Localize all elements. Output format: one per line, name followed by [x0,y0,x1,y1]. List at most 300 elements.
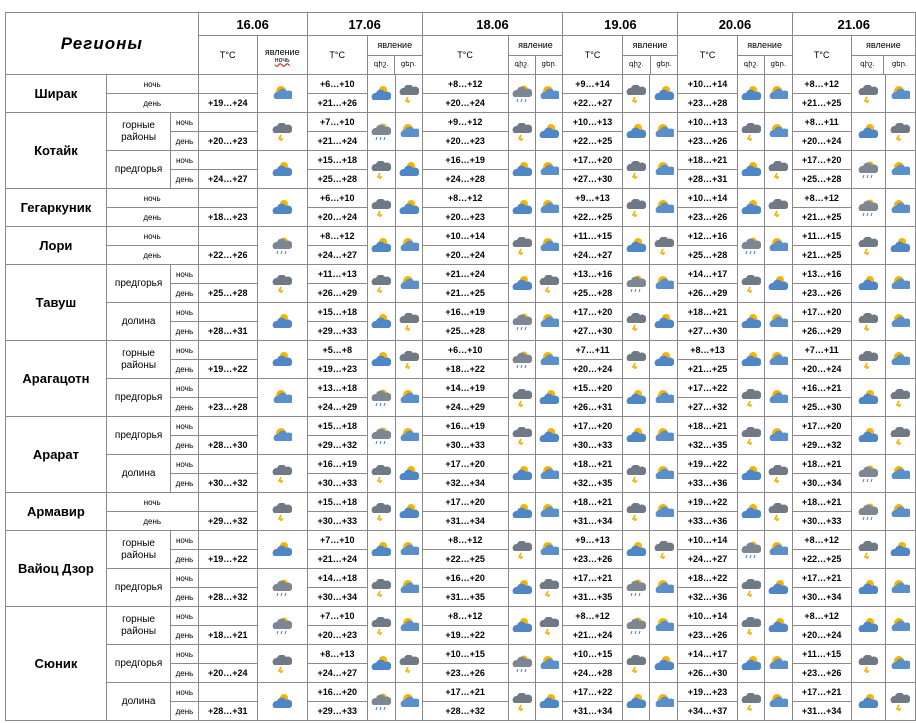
temperature-cell: +21…+25 [792,208,851,227]
temperature-cell: +6…+10 [307,189,367,208]
temperature-cell: +8…+11 [792,113,851,132]
weather-storm-icon [399,351,419,369]
weather-sun-cloud-icon [272,427,292,445]
time-of-day-label: ночь [106,227,198,246]
subregion-label: долина [106,303,171,341]
subregion-label: предгорья [106,379,171,417]
time-of-day-label: день [171,170,198,189]
phenomenon-cell [257,265,307,303]
weather-sun-cloud-icon [654,161,674,179]
weather-sun-cloud-icon [539,313,559,331]
night-phenomenon-cell [622,113,649,151]
temperature-cell: +24…+29 [422,398,508,417]
weather-sun-cloud-icon [654,617,674,635]
temperature-cell: +18…+22 [678,569,737,588]
temperature-cell: +31…+35 [563,588,622,607]
day-phenomenon-cell [885,303,915,341]
temperature-cell: +30…+34 [792,588,851,607]
temperature-cell: +18…+21 [792,493,851,512]
time-of-day-label: ночь [171,531,198,550]
night-phenomenon-cell [508,227,535,265]
date-header: 19.06 [563,13,678,36]
weather-sun-cloud-icon [272,389,292,407]
weather-sun-cloud-icon [890,351,910,369]
temperature-cell: +9…+14 [563,75,622,94]
day-phenomenon-cell [535,379,562,417]
weather-cloud-sun-icon [272,693,292,711]
night-phenomenon-cell [851,683,885,721]
weather-sun-cloud-icon [654,389,674,407]
day-phenomenon-cell [885,417,915,455]
night-phenomenon-cell [508,265,535,303]
weather-sun-cloud-icon [890,199,910,217]
temperature-cell: +11…+15 [563,227,622,246]
temperature-cell [198,683,257,702]
weather-storm-icon [768,161,788,179]
weather-storm-icon [272,465,292,483]
weather-cloud-sun-icon [626,427,646,445]
weather-rain-sun-icon [741,541,761,559]
subregion-label: горные районы [106,531,171,569]
weather-sun-cloud-icon [768,655,788,673]
night-phenomenon-cell [622,151,649,189]
weather-storm-icon [512,693,532,711]
temperature-cell: +14…+17 [678,645,737,664]
temperature-cell: +23…+26 [792,284,851,303]
time-of-day-label: ночь [171,645,198,664]
weather-cloud-sun-icon [272,351,292,369]
weather-cloud-sun-icon [741,199,761,217]
temperature-cell: +8…+12 [422,607,508,626]
temperature-cell: +22…+26 [198,246,257,265]
weather-sun-cloud-icon [539,237,559,255]
day-phenomenon-cell [396,75,423,113]
time-of-day-label: ночь [171,265,198,284]
date-header: 16.06 [198,13,307,36]
time-of-day-label: день [171,436,198,455]
weather-cloud-sun-icon [890,237,910,255]
temperature-cell: +25…+28 [678,246,737,265]
weather-sun-cloud-icon [654,275,674,293]
temperature-cell: +23…+26 [678,208,737,227]
time-of-day-label: день [171,702,198,721]
temperature-cell: +20…+24 [422,246,508,265]
day-phenomenon-cell [535,151,562,189]
time-of-day-label: ночь [171,113,198,132]
weather-rain-sun-icon [858,199,878,217]
weather-cloud-sun-icon [858,275,878,293]
day-phenomenon-cell [535,227,562,265]
day-phenomenon-cell [535,531,562,569]
day-phase-label: ցեր. [770,61,786,68]
day-phenomenon-cell [885,645,915,683]
weather-cloud-sun-icon [399,161,419,179]
subregion-label: горные районы [106,607,171,645]
weather-sun-cloud-icon [768,237,788,255]
night-phenomenon-cell [737,379,764,417]
time-of-day-label: день [171,360,198,379]
day-phenomenon-cell [885,265,915,303]
temperature-cell: +20…+24 [563,360,622,379]
subregion-label: долина [106,683,171,721]
day-phenomenon-cell [535,189,562,227]
region-name: Ширак [6,75,107,113]
night-phenomenon-cell [737,227,764,265]
day-phenomenon-cell [396,151,423,189]
day-phenomenon-cell [765,607,792,645]
temperature-cell: +10…+14 [678,75,737,94]
temperature-cell: +26…+29 [678,284,737,303]
temperature-cell: +24…+27 [678,550,737,569]
weather-storm-icon [768,503,788,521]
temperature-cell: +13…+18 [307,379,367,398]
temperature-cell: +8…+12 [792,75,851,94]
temperature-cell: +31…+35 [422,588,508,607]
temperature-cell [198,227,257,246]
night-phenomenon-cell [367,379,395,417]
day-phase-label: ցեր. [656,61,672,68]
weather-sun-cloud-icon [539,85,559,103]
day-phenomenon-cell [650,303,678,341]
temperature-cell: +24…+28 [563,664,622,683]
day-phenomenon-cell [535,113,562,151]
weather-cloud-sun-icon [539,427,559,445]
weather-sun-cloud-icon [539,541,559,559]
temperature-cell: +14…+17 [678,265,737,284]
temperature-cell: +21…+25 [422,284,508,303]
weather-storm-icon [399,655,419,673]
weather-sun-cloud-icon [654,199,674,217]
night-phenomenon-cell [737,265,764,303]
time-of-day-label: день [171,626,198,645]
forecast-table [5,12,916,721]
temperature-cell: +20…+24 [792,626,851,645]
weather-storm-icon [741,389,761,407]
weather-storm-icon [272,655,292,673]
day-phenomenon-cell [650,569,678,607]
temperature-cell: +7…+10 [307,607,367,626]
weather-storm-icon [371,617,391,635]
day-phenomenon-cell [650,227,678,265]
temperature-cell: +22…+25 [422,550,508,569]
weather-cloud-sun-icon [768,275,788,293]
night-phenomenon-cell [737,189,764,227]
day-phenomenon-cell [650,607,678,645]
temperature-cell: +8…+12 [792,189,851,208]
day-phenomenon-cell [535,607,562,645]
day-phenomenon-cell [396,683,423,721]
night-phenomenon-cell [851,189,885,227]
weather-storm-icon [512,123,532,141]
temperature-cell: +29…+33 [307,702,367,721]
time-of-day-label: день [171,474,198,493]
day-phenomenon-cell [885,75,915,113]
time-of-day-label: день [171,284,198,303]
night-phenomenon-cell [622,265,649,303]
day-phenomenon-cell [396,379,423,417]
phenomenon-cell [257,493,307,531]
day-phenomenon-cell [765,303,792,341]
temperature-cell: +28…+30 [198,436,257,455]
temp-col-header: T°C [678,36,737,75]
temperature-cell: +18…+21 [792,455,851,474]
night-phenomenon-cell [367,455,395,493]
temperature-cell: +25…+28 [422,322,508,341]
temperature-cell: +32…+35 [563,474,622,493]
weather-cloud-sun-icon [399,199,419,217]
weather-sun-cloud-icon [768,427,788,445]
phenomenon-cell [257,683,307,721]
forecast-table-wrapper [5,12,916,721]
night-phenomenon-cell [508,75,535,113]
temperature-cell: +24…+27 [198,170,257,189]
temperature-cell: +22…+25 [563,208,622,227]
temperature-cell: +14…+18 [307,569,367,588]
time-of-day-label: день [106,208,198,227]
phenomenon-cell [257,151,307,189]
temperature-cell [198,531,257,550]
weather-sun-cloud-icon [539,655,559,673]
weather-cloud-sun-icon [654,351,674,369]
temperature-cell: +15…+18 [307,493,367,512]
weather-cloud-sun-icon [512,199,532,217]
night-phenomenon-cell [367,569,395,607]
weather-cloud-sun-icon [512,275,532,293]
temperature-cell: +19…+22 [198,550,257,569]
temperature-cell: +17…+20 [792,417,851,436]
temperature-cell: +8…+12 [792,607,851,626]
temperature-cell: +10…+14 [678,531,737,550]
temperature-cell: +22…+25 [792,550,851,569]
weather-sun-cloud-icon [768,389,788,407]
day-phenomenon-cell [535,75,562,113]
day-phenomenon-cell [535,341,562,379]
weather-storm-icon [539,617,559,635]
temperature-cell: +23…+28 [678,94,737,113]
weather-rain-sun-icon [371,389,391,407]
temperature-cell: +30…+32 [198,474,257,493]
phenomenon-cell [257,569,307,607]
temperature-cell: +21…+24 [563,626,622,645]
temperature-cell: +17…+20 [563,303,622,322]
temperature-cell: +10…+15 [422,645,508,664]
phenomenon-cell [257,417,307,455]
temperature-cell: +20…+24 [792,360,851,379]
weather-cloud-sun-icon [399,465,419,483]
temperature-cell: +30…+34 [307,588,367,607]
temperature-cell: +10…+13 [563,113,622,132]
phenomenon-col-header: явление ночь [257,36,307,75]
time-of-day-label: день [106,512,198,531]
weather-cloud-sun-icon [858,579,878,597]
temperature-cell: +19…+23 [307,360,367,379]
subregion-label: предгорья [106,569,171,607]
first-day-phase-label: ночь [274,56,290,64]
day-phenomenon-cell [885,683,915,721]
weather-storm-icon [371,161,391,179]
time-of-day-label: день [106,246,198,265]
phenomenon-col-header: явление գիշ. ցեր. [508,36,563,75]
temperature-cell: +8…+12 [792,531,851,550]
day-phenomenon-cell [885,113,915,151]
weather-cloud-sun-icon [858,389,878,407]
temperature-cell: +19…+22 [422,626,508,645]
temperature-cell: +20…+23 [307,626,367,645]
day-phenomenon-cell [396,303,423,341]
day-phenomenon-cell [650,531,678,569]
temperature-cell: +7…+11 [563,341,622,360]
day-phenomenon-cell [396,645,423,683]
weather-cloud-sun-icon [371,85,391,103]
temperature-cell: +21…+26 [307,94,367,113]
weather-cloud-sun-icon [399,503,419,521]
weather-storm-icon [626,465,646,483]
night-phenomenon-cell [851,493,885,531]
weather-rain-sun-icon [858,161,878,179]
temperature-cell [198,265,257,284]
weather-storm-icon [626,199,646,217]
night-phenomenon-cell [737,341,764,379]
temperature-cell: +24…+27 [307,246,367,265]
weather-storm-icon [399,313,419,331]
weather-storm-icon [626,503,646,521]
night-phenomenon-cell [622,189,649,227]
temp-col-header: T°C [792,36,851,75]
temperature-cell: +16…+20 [422,569,508,588]
subregion-label: горные районы [106,341,171,379]
weather-storm-icon [512,427,532,445]
weather-sun-cloud-icon [539,161,559,179]
day-phenomenon-cell [396,113,423,151]
weather-sun-cloud-icon [399,237,419,255]
time-of-day-label: день [171,664,198,683]
temperature-cell: +32…+34 [422,474,508,493]
temperature-cell: +15…+18 [307,303,367,322]
temperature-cell [198,151,257,170]
phenomenon-cell [257,189,307,227]
temperature-cell: +27…+30 [563,322,622,341]
night-phenomenon-cell [737,151,764,189]
temperature-cell: +21…+25 [678,360,737,379]
temperature-cell: +18…+21 [678,417,737,436]
weather-cloud-sun-icon [858,123,878,141]
time-of-day-label: ночь [171,341,198,360]
temperature-cell [198,417,257,436]
temperature-cell: +8…+12 [307,227,367,246]
day-phenomenon-cell [765,189,792,227]
weather-cloud-sun-icon [741,85,761,103]
temperature-cell: +29…+32 [198,512,257,531]
weather-rain-sun-icon [741,237,761,255]
night-phenomenon-cell [737,607,764,645]
night-phase-label: գիշ. [623,56,651,74]
regions-title: Регионы [6,13,199,75]
weather-cloud-sun-icon [741,655,761,673]
weather-storm-icon [626,351,646,369]
region-name: Армавир [6,493,107,531]
day-phenomenon-cell [650,455,678,493]
region-name: Котайк [6,113,107,189]
weather-cloud-sun-icon [626,237,646,255]
day-phenomenon-cell [396,531,423,569]
weather-cloud-sun-icon [512,161,532,179]
night-phenomenon-cell [737,683,764,721]
temperature-cell: +16…+21 [792,379,851,398]
temperature-cell: +26…+31 [563,398,622,417]
temperature-cell: +21…+24 [307,550,367,569]
temperature-cell: +30…+34 [792,474,851,493]
time-of-day-label: ночь [171,683,198,702]
temperature-cell: +24…+27 [307,664,367,683]
subregion-label: предгорья [106,645,171,683]
night-phenomenon-cell [851,607,885,645]
weather-storm-icon [741,123,761,141]
weather-storm-icon [858,351,878,369]
phenomenon-cell [257,379,307,417]
night-phenomenon-cell [508,113,535,151]
weather-rain-sun-icon [512,313,532,331]
temperature-cell: +34…+37 [678,702,737,721]
day-phenomenon-cell [650,341,678,379]
temperature-cell: +25…+30 [792,398,851,417]
weather-cloud-sun-icon [741,351,761,369]
temperature-cell: +16…+19 [307,455,367,474]
temperature-cell: +10…+14 [422,227,508,246]
temp-col-header: T°C [198,36,257,75]
weather-storm-icon [371,579,391,597]
night-phenomenon-cell [851,341,885,379]
weather-sun-cloud-icon [654,693,674,711]
night-phenomenon-cell [622,455,649,493]
temperature-cell: +29…+32 [792,436,851,455]
night-phenomenon-cell [508,379,535,417]
temperature-cell: +25…+28 [307,170,367,189]
temperature-cell: +16…+19 [422,151,508,170]
phenomenon-cell [257,607,307,645]
day-phenomenon-cell [765,151,792,189]
night-phenomenon-cell [622,379,649,417]
day-phenomenon-cell [396,493,423,531]
weather-cloud-sun-icon [858,617,878,635]
time-of-day-label: ночь [171,607,198,626]
phenomenon-cell [257,75,307,113]
weather-cloud-sun-icon [741,465,761,483]
night-phenomenon-cell [367,151,395,189]
weather-sun-cloud-icon [768,123,788,141]
temperature-cell: +18…+23 [198,208,257,227]
temperature-cell: +7…+11 [792,341,851,360]
weather-cloud-sun-icon [371,237,391,255]
temperature-cell [198,645,257,664]
weather-sun-cloud-icon [272,85,292,103]
temperature-cell [198,303,257,322]
weather-rain-sun-icon [371,123,391,141]
temp-col-header: T°C [563,36,622,75]
day-phenomenon-cell [765,683,792,721]
weather-cloud-sun-icon [371,313,391,331]
weather-cloud-sun-icon [371,655,391,673]
temperature-cell: +33…+36 [678,474,737,493]
day-phase-label: ցեր. [891,61,908,68]
weather-storm-icon [272,275,292,293]
night-phenomenon-cell [508,303,535,341]
day-phenomenon-cell [765,75,792,113]
day-phenomenon-cell [885,341,915,379]
phenomenon-col-header: явление գիշ. ցեր. [851,36,915,75]
weather-sun-cloud-icon [890,579,910,597]
night-phenomenon-cell [851,417,885,455]
day-phenomenon-cell [765,645,792,683]
